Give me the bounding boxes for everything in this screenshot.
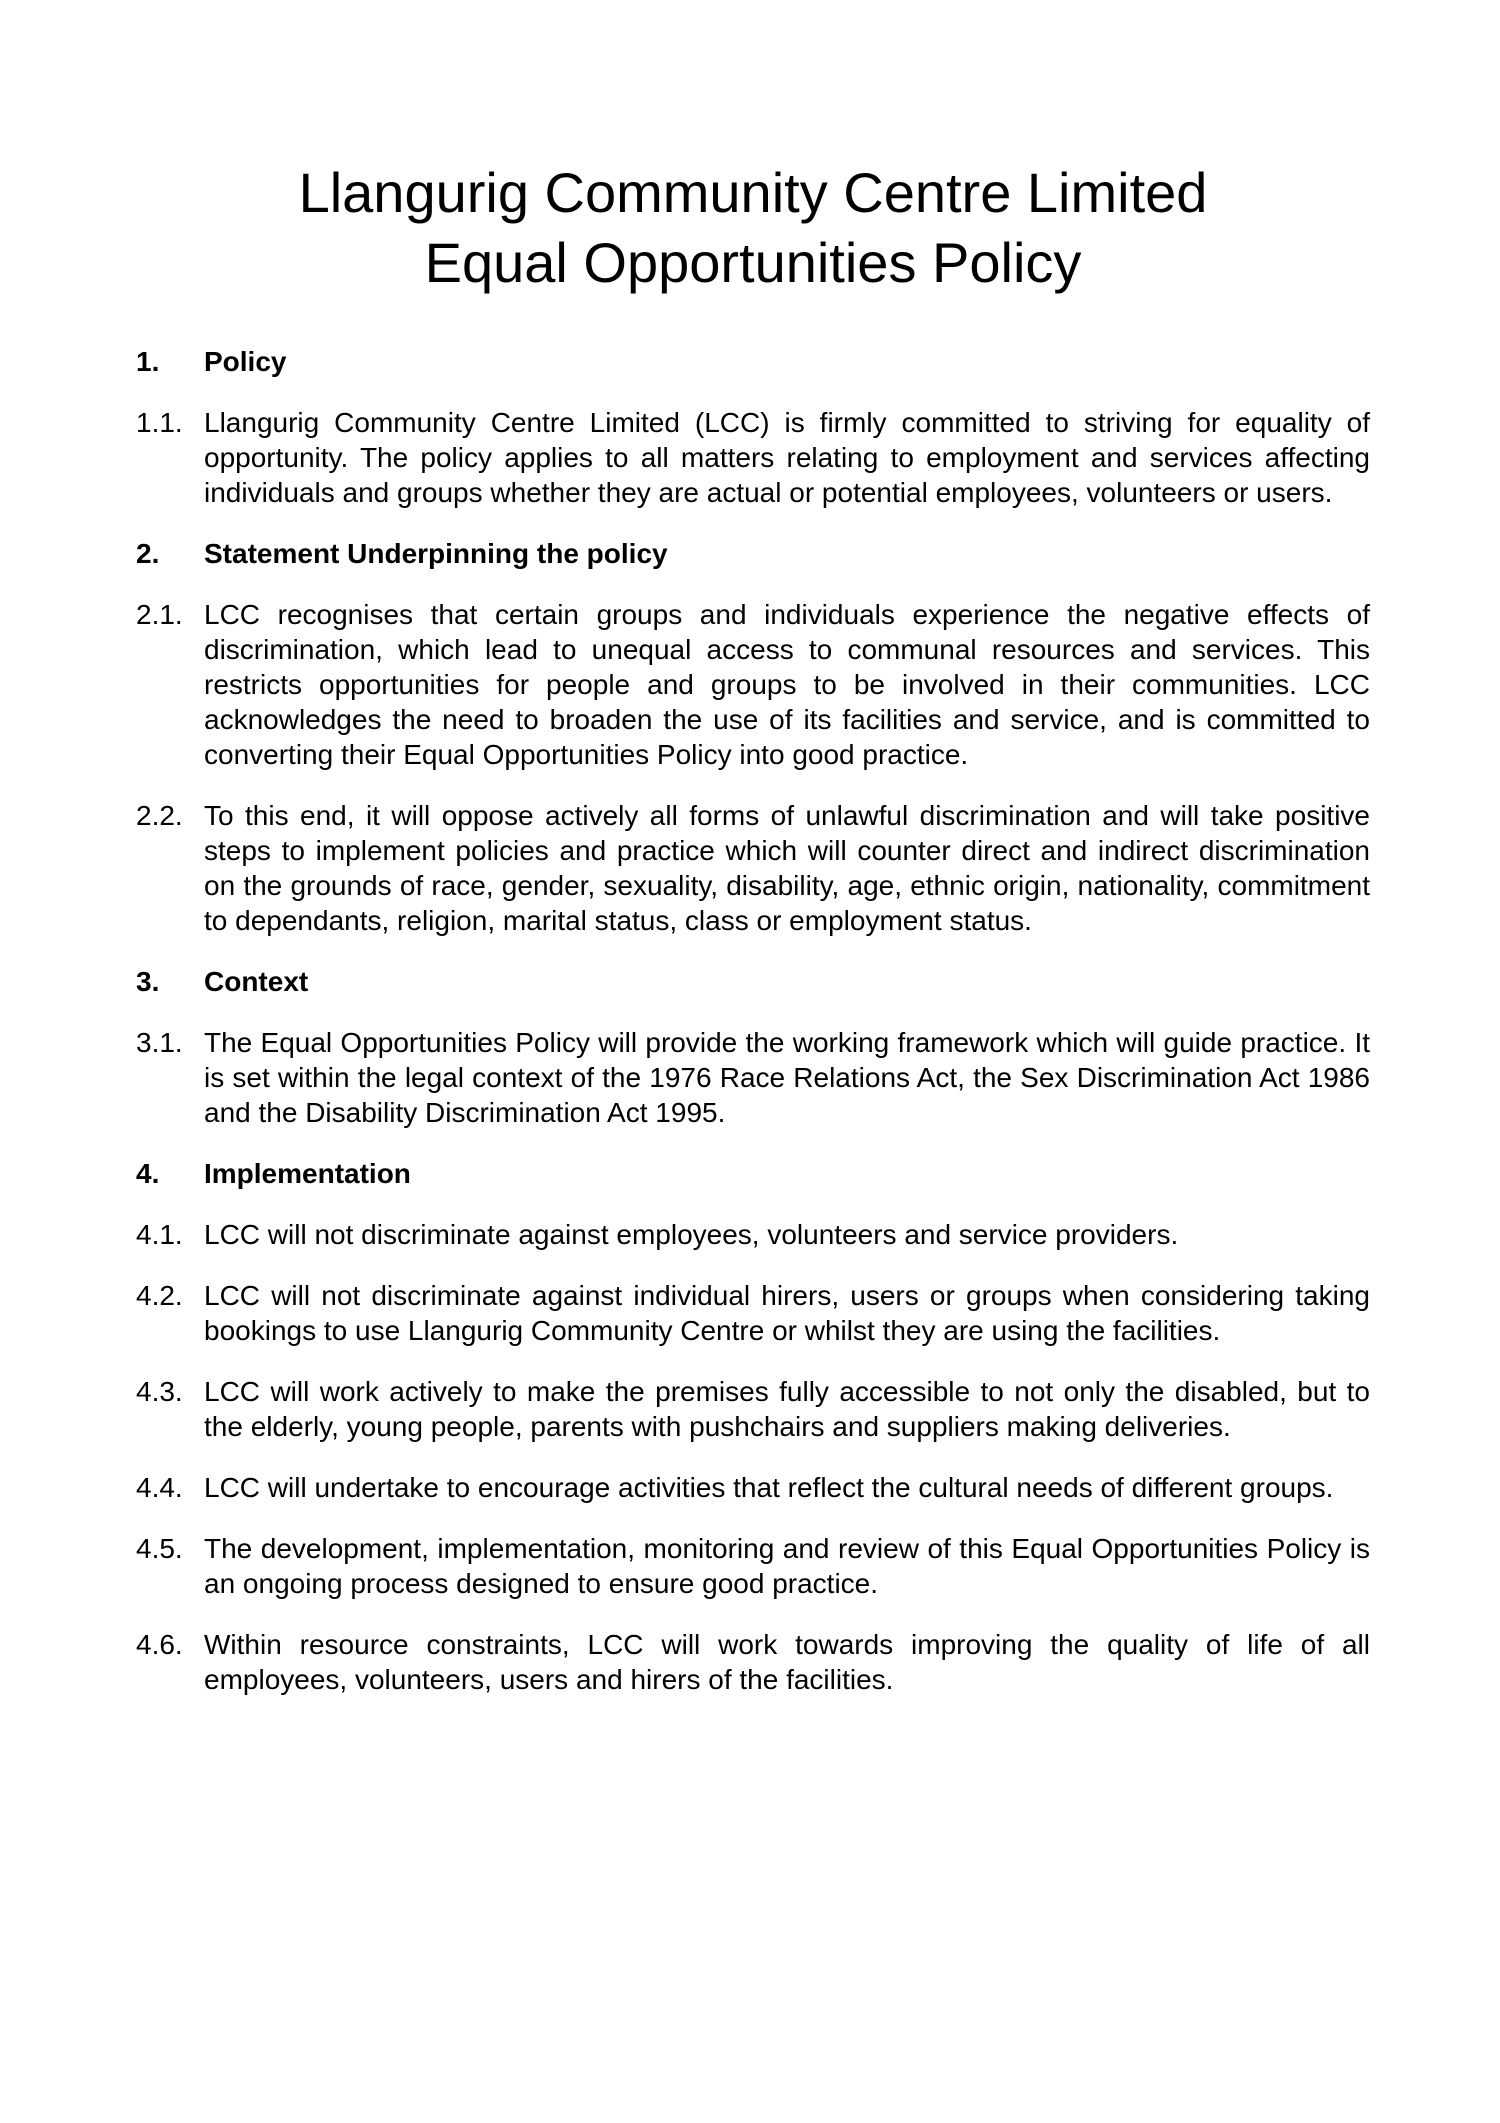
section-number: 1. xyxy=(136,346,160,377)
paragraph-number: 4.3. xyxy=(136,1376,183,1407)
section-number: 3. xyxy=(136,966,160,997)
paragraph-text: LCC recognises that certain groups and individuals experience the negative effects of discrimination, which lead to unequal access to communal resources and services. This restricts opportunities for people and groups to be involved in their communities. LCC acknowledges the need to broaden the use of its facilities and service, and is committed to converting their Equal Opportunities Policy into good practice. xyxy=(204,599,1370,770)
paragraph-text: The development, implementation, monitoring and review of this Equal Opportunities Policy is an ongoing process designed to ensure good practice. xyxy=(204,1533,1370,1599)
paragraph-number: 2.2. xyxy=(136,800,183,831)
section-heading xyxy=(136,344,1370,379)
policy-paragraph xyxy=(136,1025,1370,1130)
policy-paragraph xyxy=(136,1531,1370,1601)
document-title-line-2: Equal Opportunities Policy xyxy=(424,231,1082,294)
section-heading-text: Statement Underpinning the policy xyxy=(204,538,668,569)
policy-paragraph xyxy=(136,1278,1370,1348)
paragraph-text: LCC will not discriminate against employees, volunteers and service providers. xyxy=(204,1219,1179,1250)
document-title-line-1: Llangurig Community Centre Limited xyxy=(298,161,1208,224)
paragraph-number: 1.1. xyxy=(136,407,183,438)
paragraph-number: 4.4. xyxy=(136,1472,183,1503)
paragraph-text: Within resource constraints, LCC will work towards improving the quality of life of all employees, volunteers, users and hirers of the facilities. xyxy=(204,1629,1370,1695)
section-heading-text: Context xyxy=(204,966,309,997)
policy-paragraph xyxy=(136,405,1370,510)
paragraph-number: 4.6. xyxy=(136,1629,183,1660)
paragraph-text: LCC will undertake to encourage activities that reflect the cultural needs of different groups. xyxy=(204,1472,1334,1503)
paragraph-text: Llangurig Community Centre Limited (LCC) is firmly committed to striving for equality of opportunity. The policy applies to all matters relating to employment and services affecting individuals and groups whether they are actual or potential employees, volunteers or users. xyxy=(204,407,1370,508)
policy-paragraph xyxy=(136,798,1370,938)
paragraph-number: 4.1. xyxy=(136,1219,183,1250)
policy-paragraph xyxy=(136,1374,1370,1444)
policy-paragraph xyxy=(136,1217,1370,1252)
section-number: 2. xyxy=(136,538,160,569)
section-heading xyxy=(136,964,1370,999)
policy-paragraph xyxy=(136,1470,1370,1505)
paragraph-text: LCC will not discriminate against individual hirers, users or groups when considering taking bookings to use Llangurig Community Centre or whilst they are using the facilities. xyxy=(204,1280,1370,1346)
section-implementation xyxy=(136,1156,1370,1697)
paragraph-number: 4.5. xyxy=(136,1533,183,1564)
paragraph-text: The Equal Opportunities Policy will provide the working framework which will guide practice. It is set within the legal context of the 1976 Race Relations Act, the Sex Discrimination Act 1986 and the Disability Discrimination Act 1995. xyxy=(204,1027,1370,1128)
paragraph-number: 2.1. xyxy=(136,599,183,630)
section-heading xyxy=(136,536,1370,571)
policy-paragraph xyxy=(136,597,1370,772)
document-title xyxy=(136,158,1370,298)
section-context xyxy=(136,964,1370,1130)
section-number: 4. xyxy=(136,1158,160,1189)
section-heading xyxy=(136,1156,1370,1191)
paragraph-number: 4.2. xyxy=(136,1280,183,1311)
section-heading-text: Policy xyxy=(204,346,287,377)
section-policy xyxy=(136,344,1370,510)
policy-paragraph xyxy=(136,1627,1370,1697)
paragraph-text: To this end, it will oppose actively all forms of unlawful discrimination and will take positive steps to implement policies and practice which will counter direct and indirect discrimination on the grounds of race, gender, sexuality, disability, age, ethnic origin, nationality, commitment to dependants, religion, marital status, class or employment status. xyxy=(204,800,1370,936)
section-statement xyxy=(136,536,1370,938)
paragraph-text: LCC will work actively to make the premises fully accessible to not only the disabled, but to the elderly, young people, parents with pushchairs and suppliers making deliveries. xyxy=(204,1376,1370,1442)
section-heading-text: Implementation xyxy=(204,1158,411,1189)
paragraph-number: 3.1. xyxy=(136,1027,183,1058)
